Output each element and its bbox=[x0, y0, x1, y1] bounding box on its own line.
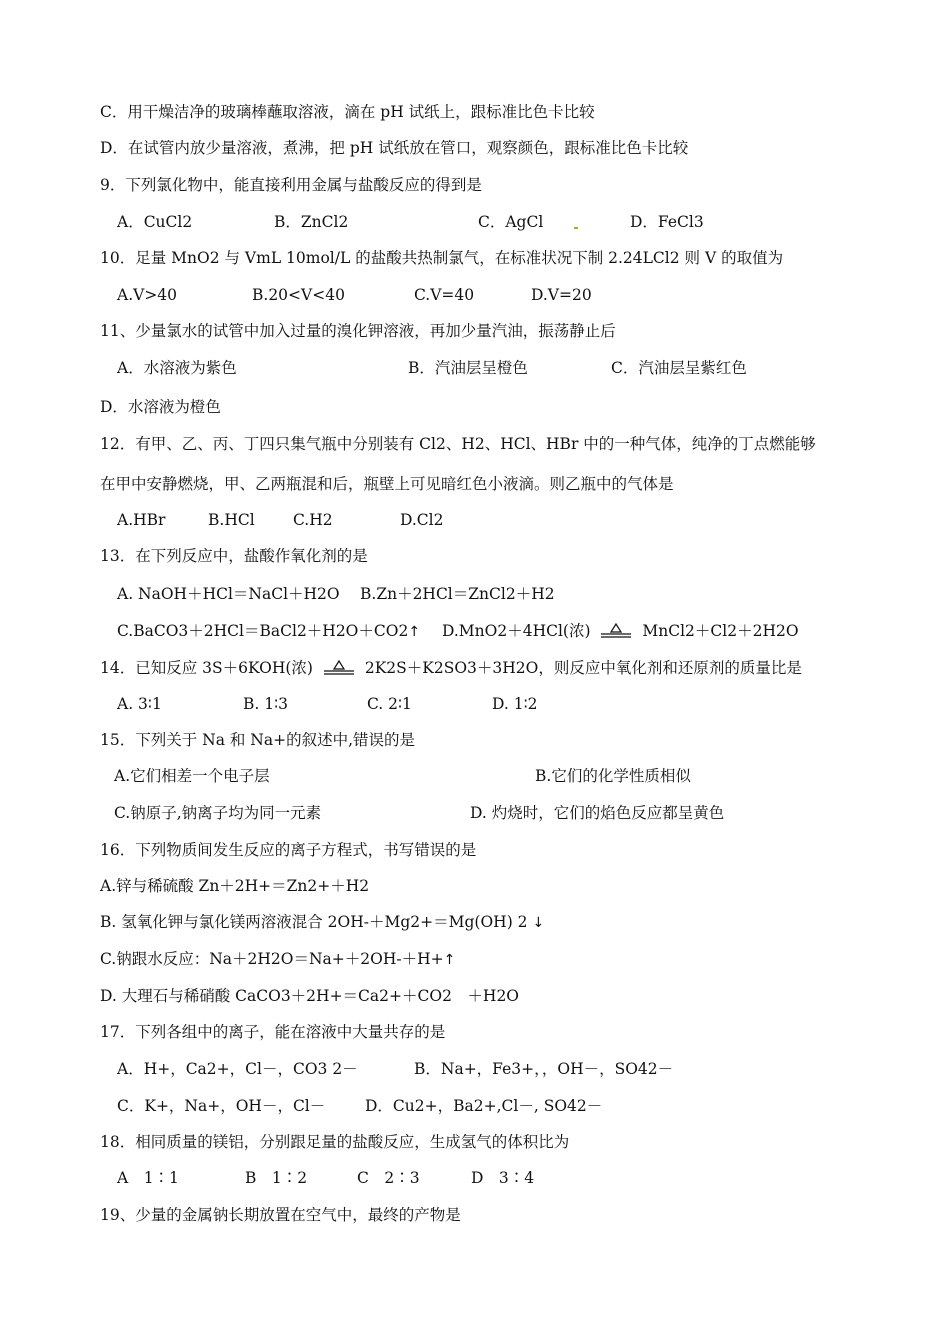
q17-option-b: B．Na+，Fe3+，，OH－，SO42－ bbox=[414, 1060, 674, 1078]
question-12-line1: 12．有甲、乙、丙、丁四只集气瓶中分别装有 Cl2、H2、HCl、HBr 中的一种气体，纯净的丁点燃能够 bbox=[100, 435, 816, 453]
question-13: 13．在下列反应中，盐酸作氧化剂的是 bbox=[100, 547, 368, 565]
q13-option-d-reactants: D.MnO2＋4HCl(浓) bbox=[442, 622, 591, 640]
speck-mark bbox=[574, 227, 578, 229]
q18-option-b: B 1∶2 bbox=[245, 1169, 308, 1187]
q13-option-a: A. NaOH＋HCl＝NaCl＋H2O bbox=[117, 585, 340, 603]
option-line: C．用干燥洁净的玻璃棒蘸取溶液，滴在 pH 试纸上，跟标准比色卡比较 bbox=[100, 103, 595, 121]
question-15: 15．下列关于 Na 和 Na+的叙述中,错误的是 bbox=[100, 731, 416, 749]
q14-option-c: C. 2∶1 bbox=[367, 695, 412, 713]
question-14 bbox=[100, 658, 802, 679]
question-9: 9．下列氯化物中，能直接利用金属与盐酸反应的得到是 bbox=[100, 176, 482, 194]
q12-option-b: B.HCl bbox=[208, 511, 255, 529]
q11-option-c: C．汽油层呈紫红色 bbox=[611, 359, 747, 377]
question-17: 17．下列各组中的离子，能在溶液中大量共存的是 bbox=[100, 1023, 446, 1041]
q13-option-b: B.Zn＋2HCl＝ZnCl2＋H2 bbox=[360, 585, 555, 603]
q16-option-b bbox=[100, 912, 544, 933]
q18-option-a: A 1∶1 bbox=[117, 1169, 179, 1187]
heating-condition-icon bbox=[322, 659, 356, 679]
q16-option-c bbox=[100, 949, 455, 970]
q10-option-c: C.V=40 bbox=[414, 286, 475, 304]
q16-option-d: D. 大理石与稀硝酸 CaCO3＋2H+＝Ca2+＋CO2 ＋H2O bbox=[100, 987, 520, 1005]
question-19: 19、少量的金属钠长期放置在空气中，最终的产物是 bbox=[100, 1206, 461, 1224]
q9-option-a: A．CuCl2 bbox=[117, 213, 193, 231]
q15-option-c: C.钠原子,钠离子均为同一元素 bbox=[114, 804, 322, 822]
q16-option-a: A.锌与稀硫酸 Zn＋2H+＝Zn2+＋H2 bbox=[100, 877, 370, 895]
heating-condition-icon bbox=[599, 622, 633, 642]
q13-option-d-products: MnCl2＋Cl2＋2H2O bbox=[642, 622, 799, 640]
q11-option-b: B．汽油层呈橙色 bbox=[408, 359, 528, 377]
q15-option-a: A.它们相差一个电子层 bbox=[114, 767, 270, 785]
question-18: 18．相同质量的镁铝，分别跟足量的盐酸反应，生成氢气的体积比为 bbox=[100, 1133, 570, 1151]
q18-option-c: C 2∶3 bbox=[357, 1169, 420, 1187]
question-16: 16．下列物质间发生反应的离子方程式，书写错误的是 bbox=[100, 841, 477, 859]
q14-option-b: B. 1∶3 bbox=[243, 695, 289, 713]
q10-option-b: B.20<V<40 bbox=[252, 286, 345, 304]
q11-option-d: D．水溶液为橙色 bbox=[100, 398, 221, 416]
q14-products: 2K2S＋K2SO3＋3H2O，则反应中氧化剂和还原剂的质量比是 bbox=[364, 659, 802, 677]
q13-option-c-text: C.BaCO3＋2HCl＝BaCl2＋H2O＋CO2 bbox=[117, 622, 409, 640]
question-11: 11、少量氯水的试管中加入过量的溴化钾溶液，再加少量汽油，振荡静止后 bbox=[100, 322, 616, 340]
q17-option-d: D．Cu2+，Ba2+,Cl－, SO42－ bbox=[365, 1097, 603, 1115]
q9-option-b: B．ZnCl2 bbox=[274, 213, 349, 231]
q9-option-d: D．FeCl3 bbox=[630, 213, 704, 231]
q17-option-c: C．K+，Na+，OH－，Cl－ bbox=[117, 1097, 326, 1115]
option-line: D．在试管内放少量溶液，煮沸，把 pH 试纸放在管口，观察颜色，跟标准比色卡比较 bbox=[100, 139, 689, 157]
q14-option-a: A. 3∶1 bbox=[117, 695, 162, 713]
q15-option-d: D. 灼烧时，它们的焰色反应都呈黄色 bbox=[470, 804, 725, 822]
q14-reactants: 14．已知反应 3S＋6KOH(浓) bbox=[100, 659, 313, 677]
q18-option-d: D 3∶4 bbox=[471, 1169, 535, 1187]
q9-option-c: C．AgCl bbox=[478, 213, 544, 231]
question-12-line2: 在甲中安静燃烧，甲、乙两瓶混和后，瓶壁上可见暗红色小液滴。则乙瓶中的气体是 bbox=[100, 475, 674, 493]
q15-option-b: B.它们的化学性质相似 bbox=[535, 767, 691, 785]
q12-option-a: A.HBr bbox=[117, 511, 166, 529]
question-10: 10．足量 MnO2 与 VmL 10mol/L 的盐酸共热制氯气，在标准状况下制 2.24LCl2 则 V 的取值为 bbox=[100, 249, 784, 267]
q13-option-d bbox=[442, 621, 799, 642]
gas-up-arrow-icon: ↑ bbox=[443, 952, 456, 968]
q14-option-d: D. 1∶2 bbox=[492, 695, 538, 713]
precipitate-down-arrow-icon: ↓ bbox=[532, 915, 545, 931]
q17-option-a: A．H+，Ca2+，Cl－，CO3 2－ bbox=[117, 1060, 358, 1078]
q10-option-d: D.V=20 bbox=[531, 286, 592, 304]
q10-option-a: A.V>40 bbox=[117, 286, 178, 304]
q16-option-c-text: C.钠跟水反应：Na＋2H2O＝Na+＋2OH-＋H+ bbox=[100, 950, 444, 968]
q16-option-b-text: B. 氢氧化钾与氯化镁两溶液混合 2OH-＋Mg2+＝Mg(OH) 2 bbox=[100, 913, 528, 931]
q13-option-c bbox=[117, 621, 420, 642]
q12-option-c: C.H2 bbox=[293, 511, 333, 529]
gas-up-arrow-icon: ↑ bbox=[408, 624, 421, 640]
q12-option-d: D.Cl2 bbox=[400, 511, 444, 529]
q11-option-a: A．水溶液为紫色 bbox=[117, 359, 237, 377]
